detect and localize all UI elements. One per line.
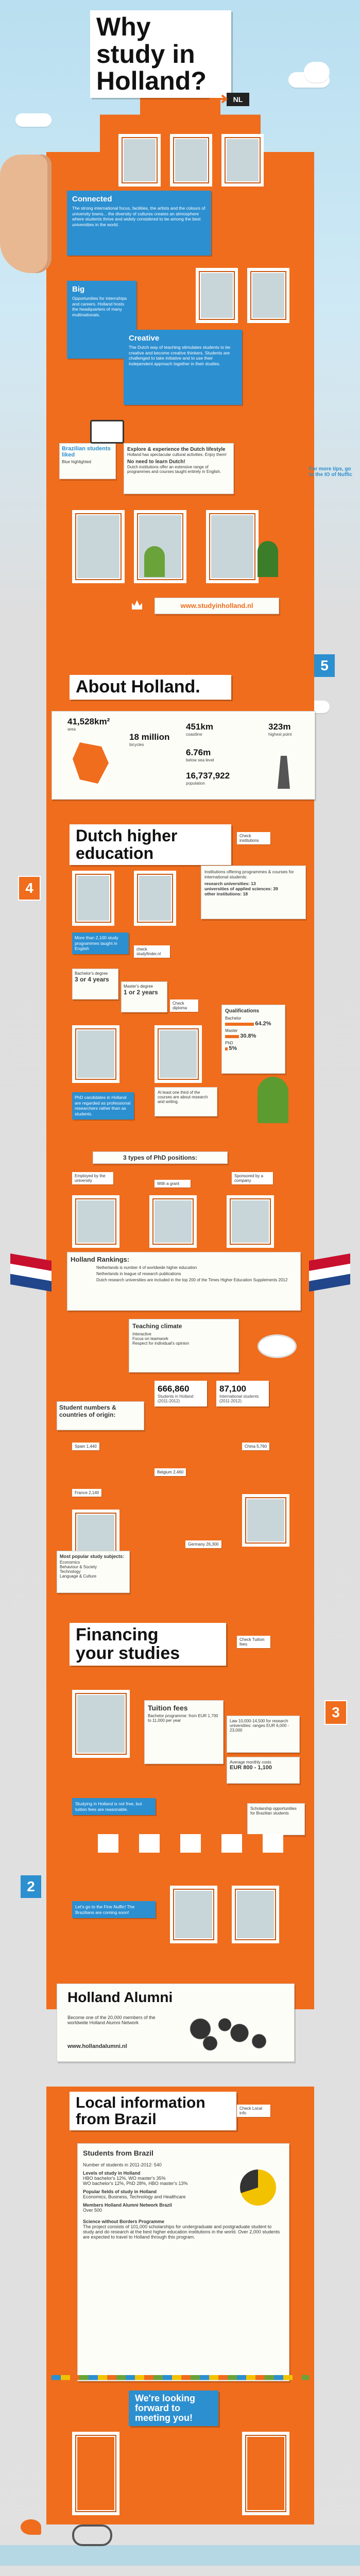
country-tag: France 2,140 (72, 1489, 101, 1497)
brazil-line: Over 500 (83, 2208, 102, 2213)
ranking-item: Netherlands is number 4 of worldwide higher education (96, 1265, 197, 1270)
area-label: area (67, 727, 76, 732)
brazil-students-title: Students from Brazil (83, 2149, 153, 2157)
window (72, 1195, 119, 1248)
person-boy (258, 541, 278, 577)
step-sign-5: 5 (314, 654, 335, 677)
website-text[interactable]: www.studyinholland.nl (180, 602, 253, 609)
master-label: Master's degree (124, 984, 153, 989)
window (196, 268, 238, 323)
nap-block (186, 748, 214, 762)
brazil-line: Number of students in 2011-2012: 540 (83, 2162, 162, 2167)
brazil-title-1: Local information (76, 2094, 205, 2111)
title-line-3: Holland? (96, 66, 207, 95)
hand-illustration (0, 155, 52, 273)
welcome-line-3: meeting you! (135, 2412, 193, 2423)
bachelor-value: 3 or 4 years (75, 976, 109, 983)
population-block (186, 771, 230, 786)
applied-sciences: universities of applied sciences: 39 (204, 886, 278, 891)
window (232, 1886, 279, 1943)
scholar-side-panel (247, 1803, 305, 1835)
teaching-title: Teaching climate (132, 1323, 182, 1330)
radio-illustration (90, 420, 124, 444)
programmes-text: More than 2,100 study programmes taught in English (75, 935, 118, 952)
living-title: Average monthly costs (230, 1760, 271, 1765)
bachelor-label: Bachelor's degree (75, 971, 108, 976)
institutions-panel (201, 866, 306, 919)
teaching-panel (129, 1319, 239, 1372)
window (72, 1510, 119, 1557)
height-label: highest point (268, 732, 292, 737)
nap-value: 6.76m (186, 748, 211, 757)
phd-note-text: PhD candidates in Holland are regarded as professional researchers rather than as students. (75, 1095, 131, 1116)
brazil-scholar-text: The project consists of 101,000 scholarships for undergraduate and postgraduate student to study and do research at the best higher education institutions in the world. Over 2,000 students are expected to travel to Holland through this program. (83, 2224, 280, 2240)
brazil-line: HBO bachelor's 12%, WO master's 35% (83, 2176, 166, 2181)
education-title-1: Dutch higher (76, 826, 178, 845)
alumni-text: Become one of the 20,000 members of the worldwide Holland Alumni Network (67, 2015, 156, 2025)
arrow-icon (209, 94, 229, 104)
about-title: About Holland. (76, 677, 200, 697)
scholar-side-text: Scholarship opportunities for Brazilian students (250, 1806, 297, 1816)
window (72, 871, 114, 926)
qualifications-panel (221, 1005, 285, 1074)
brazil-title-2: from Brazil (76, 2110, 157, 2128)
brazil-line: Popular fields of study in Holland (83, 2189, 157, 2194)
master-panel (121, 981, 167, 1012)
popular-title: Most popular study subjects: (60, 1554, 125, 1559)
window (155, 1025, 202, 1083)
creative-bubble (124, 330, 242, 405)
intl-card (216, 1381, 269, 1406)
popular-item: Language & Culture (60, 1574, 97, 1579)
no-dutch-title: No need to learn Dutch! (127, 459, 185, 465)
exam-note-text: At least one third of the courses are about research and writing. (158, 1090, 208, 1104)
country-tag: Spain 1,440 (72, 1443, 99, 1450)
welcome-line-2: forward to (135, 2402, 180, 2413)
bird-icon (21, 2519, 41, 2535)
bikes-label: bicycles (129, 742, 144, 747)
qual-label: Master (225, 1028, 238, 1033)
area-block (67, 717, 110, 732)
teaching-item: Respect for individual's opinion (132, 1341, 190, 1346)
creative-text: The Dutch way of teaching stimulates students to be creative and become creative thinkers. Students are challenged to take initiative and to use their independent approach together in their studies. (129, 345, 231, 366)
grants-bubble (72, 1901, 156, 1918)
tuition-box (227, 1716, 300, 1753)
coast-label: coastline (186, 732, 202, 737)
phd-type: With a grant (155, 1180, 191, 1188)
intl-label: International students (2011-2012) (219, 1394, 259, 1403)
financing-title-1: Financing (76, 1625, 159, 1645)
welcome-box (129, 2391, 218, 2426)
no-dutch-text: Dutch institutions offer an extensive range of programmes and courses taught entirely in English. (127, 465, 221, 474)
window (242, 1494, 289, 1547)
title-line-2: study in (96, 39, 195, 69)
bike-icon (72, 2524, 112, 2546)
check-studyfinder[interactable]: check studyfinder.nl (134, 945, 170, 958)
connected-title: Connected (72, 195, 112, 204)
height-value: 323m (268, 722, 291, 732)
qual-bar (225, 1023, 254, 1026)
world-map-icon (181, 2012, 279, 2054)
window (72, 1025, 119, 1083)
check-diploma[interactable]: Check diploma (170, 999, 198, 1012)
qual-label: Bachelor (225, 1016, 242, 1021)
about-panel (52, 711, 315, 800)
master-value: 1 or 2 years (124, 989, 158, 996)
window (72, 510, 125, 583)
exam-note (155, 1087, 217, 1116)
country-tag: China 5,760 (242, 1443, 269, 1450)
popular-item: Economics (60, 1560, 80, 1565)
plate-illustration (258, 1334, 297, 1358)
qual-value: 30.8% (240, 1033, 256, 1039)
canal (0, 2545, 360, 2566)
explore-text: Holland has spectacular cultural activities. Enjoy them! (127, 452, 227, 457)
brazil-line: Levels of study in Holland (83, 2171, 141, 2176)
door (72, 2432, 119, 2515)
scholar-bubble (72, 1798, 156, 1815)
living-panel (227, 1757, 300, 1784)
bike-block (129, 732, 169, 747)
coast-value: 451km (186, 722, 213, 732)
creative-title: Creative (129, 334, 160, 343)
window (170, 134, 212, 187)
explore-panel (124, 443, 234, 494)
step-sign-3: 3 (324, 1700, 347, 1725)
intl-value: 87,100 (219, 1384, 246, 1394)
country-tag: Germany 26,300 (185, 1540, 221, 1548)
brazil-line: Members Holland Alumni Network Brazil (83, 2202, 172, 2208)
phd-types-title-box (93, 1151, 228, 1164)
institutions-text: Institutions offering programmes & courses for international students: (204, 869, 294, 879)
plant-illustration (258, 1077, 288, 1123)
tuition-title: Tuition fees (148, 1704, 188, 1712)
coast-block (186, 722, 213, 737)
alumni-panel (57, 1984, 295, 2062)
windmill-icon (273, 748, 294, 789)
brazil-students-panel (77, 2143, 289, 2381)
cloud (15, 113, 52, 127)
nap-label: below sea level (186, 758, 214, 762)
person-girl (144, 546, 165, 577)
other-institutions: other institutions: 18 (204, 891, 248, 896)
brazilian-sub: Blue highlighted (62, 460, 91, 464)
qual-value: 5% (229, 1045, 237, 1052)
brazilian-label-text: Brazilian students liked (62, 446, 111, 458)
popular-panel (57, 1551, 130, 1593)
students-value: 666,860 (158, 1384, 190, 1394)
ranking-item: Dutch research universities are included in the top 200 of the Times Higher Education Supplements 2012 (96, 1278, 288, 1282)
big-text: Opportunities for internships and careers. Holland hosts the headquarters of many multinationals. (72, 296, 127, 317)
check-institutions[interactable]: Check institutions (237, 832, 270, 844)
step-sign-2: 2 (21, 1875, 41, 1898)
check-tuition[interactable]: Check Tuition fees (237, 1636, 270, 1648)
grants-text: Let's go to the Fine Nuffic! The Brazilians are coming soon! (75, 1904, 135, 1915)
living-value: EUR 800 - 1,100 (230, 1765, 272, 1771)
side-note: For more tips, go to the IO of Nuffic (309, 466, 352, 478)
alumni-website[interactable]: www.hollandalumni.nl (67, 2043, 127, 2049)
welcome-line-1: We're looking (135, 2393, 195, 2403)
window (118, 134, 161, 187)
qualifications-title: Qualifications (225, 1008, 260, 1014)
phd-type: Sponsored by a company (232, 1172, 273, 1184)
map-icon (73, 742, 109, 784)
ranking-item: Netherlands in league of research publications (96, 1272, 181, 1276)
big-title: Big (72, 285, 85, 294)
phd-note (72, 1092, 134, 1120)
financing-title-2: your studies (76, 1643, 180, 1663)
website-banner[interactable] (155, 598, 279, 614)
connected-bubble (67, 191, 211, 256)
qual-bar (225, 1035, 239, 1038)
connected-text: The strong international focus, facilities, the artists and the colours of university towns... the diversity of cultures creates an atmosphere where students thrive and widely considered to be among the best universities in the world. (72, 206, 205, 227)
brazil-title-box (70, 2092, 236, 2130)
nl-badge: NL (227, 93, 249, 106)
awning (77, 1834, 283, 1853)
countries-title: Student numbers & countries of origin: (59, 1404, 116, 1418)
tuition-box-text: Law 10,000-14,500 for research universities: ranges EUR 6,000 - 23,000 (230, 1719, 289, 1733)
programmes-tag (72, 933, 129, 954)
teaching-item: Interactive (132, 1332, 151, 1336)
about-title-box (70, 675, 231, 700)
height-block (268, 722, 292, 737)
brazil-line: Economics, Business, Technology and Healthcare (83, 2194, 186, 2199)
check-local-info[interactable]: Check Local info (237, 2105, 270, 2117)
window (149, 1195, 197, 1248)
financing-title-box (70, 1623, 226, 1666)
qual-bar (225, 1047, 228, 1050)
window (247, 268, 289, 323)
alumni-title: Holland Alumni (67, 1989, 173, 2005)
phd-types-title: 3 types of PhD positions: (123, 1154, 197, 1161)
step-sign-4: 4 (18, 876, 41, 901)
main-title-box (90, 10, 231, 98)
country-tag: Belgium 2,460 (155, 1468, 186, 1476)
window (206, 510, 259, 583)
explore-title: Explore & experience the Dutch lifestyle (127, 447, 226, 452)
popular-item: Technology (60, 1569, 81, 1574)
brazil-scholar-title: Science without Borders Programme (83, 2219, 165, 2224)
brazil-line: WO bachelor's 12%, PhD 28%, HBO master's 13% (83, 2181, 188, 2186)
window (72, 1690, 130, 1758)
tuition-text: Bachelor programme: from EUR 1,700 to 11,000 per year (148, 1714, 218, 1723)
window (227, 1195, 274, 1248)
popular-item: Behaviour & Society (60, 1565, 97, 1569)
cloud (304, 62, 330, 82)
window (221, 134, 264, 187)
qual-row (225, 1028, 282, 1039)
phd-type: Employed by the university (72, 1172, 113, 1184)
students-label: Students in Holland (2011-2012) (158, 1394, 194, 1403)
qual-row (225, 1041, 282, 1052)
education-title-box (70, 824, 231, 865)
pie-chart-icon (240, 2170, 276, 2206)
rankings-panel (67, 1252, 301, 1311)
qual-value: 64.2% (255, 1021, 271, 1027)
countries-title-box (57, 1401, 144, 1430)
bachelor-panel (72, 969, 118, 999)
education-title-2: education (76, 843, 154, 862)
title-line-1: Why (96, 12, 151, 41)
window (170, 1886, 217, 1943)
qual-row (225, 1016, 282, 1027)
population-label: population (186, 781, 205, 786)
students-card (155, 1381, 207, 1406)
teaching-item: Focus on teamwork (132, 1336, 168, 1341)
door (242, 2432, 289, 2515)
population-value: 16,737,922 (186, 771, 230, 781)
brazilian-label (59, 443, 116, 479)
window (134, 871, 176, 926)
tuition-panel (144, 1700, 224, 1764)
qual-label: PhD (225, 1041, 233, 1045)
research-universities: research universities: 13 (204, 881, 256, 886)
rankings-title: Holland Rankings: (71, 1256, 130, 1263)
bikes-value: 18 million (129, 732, 170, 742)
area-value: 41,528km² (67, 717, 110, 726)
scholar-text: Studying in Holland is not free, but tuition fees are reasonable. (75, 1801, 142, 1812)
